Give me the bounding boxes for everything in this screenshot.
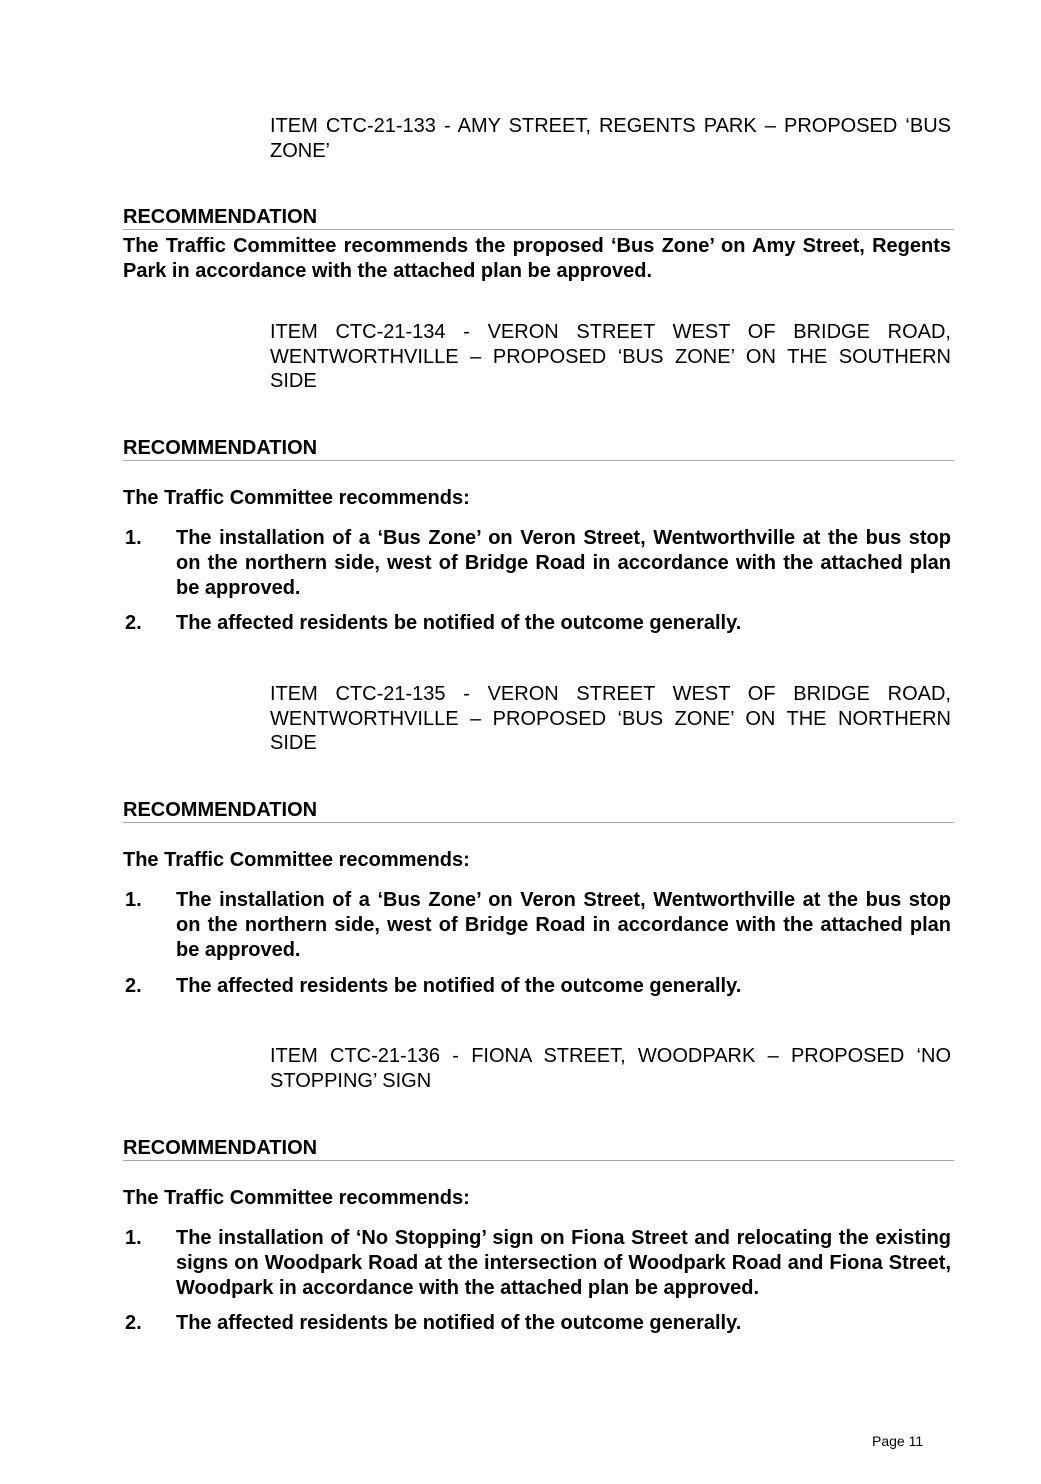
list-number: 1. [125, 889, 142, 911]
recommendation-heading: RECOMMENDATION [123, 205, 954, 230]
list-text: The affected residents be notified of the outcome generally. [176, 1312, 742, 1334]
recommendation-heading: RECOMMENDATION [123, 1136, 954, 1161]
item-title-ctc-21-134: ITEM CTC-21-134 - VERON STREET WEST OF BRIDGE ROAD, WENTWORTHVILLE – PROPOSED ‘BUS ZONE’ ON THE SOUTHERN SIDE [270, 321, 951, 392]
list-item [123, 974, 951, 999]
item-title-ctc-21-133: ITEM CTC-21-133 - AMY STREET, REGENTS PARK – PROPOSED ‘BUS ZONE’ [270, 115, 951, 162]
list-number: 1. [125, 527, 142, 549]
list-item [123, 1311, 951, 1336]
list-text: The installation of a ‘Bus Zone’ on Veron Street, Wentworthville at the bus stop on the northern side, west of Bridge Road in accordance with the attached plan be approved. [176, 527, 951, 599]
list-item [123, 611, 951, 636]
page-number: Page 11 [872, 1433, 924, 1449]
list-number: 1. [125, 1227, 142, 1249]
list-text: The affected residents be notified of the outcome generally. [176, 612, 742, 634]
list-number: 2. [125, 975, 142, 997]
item-title-ctc-21-135: ITEM CTC-21-135 - VERON STREET WEST OF BRIDGE ROAD, WENTWORTHVILLE – PROPOSED ‘BUS ZONE’ ON THE NORTHERN SIDE [270, 683, 951, 754]
list-item [123, 1226, 951, 1301]
recommendation-heading: RECOMMENDATION [123, 436, 954, 461]
recommendation-intro: The Traffic Committee recommends: [123, 487, 470, 509]
list-item [123, 526, 951, 601]
list-text: The affected residents be notified of the outcome generally. [176, 975, 742, 997]
list-item [123, 888, 951, 963]
item-title-ctc-21-136: ITEM CTC-21-136 - FIONA STREET, WOODPARK – PROPOSED ‘NO STOPPING’ SIGN [270, 1045, 951, 1092]
list-text: The installation of ‘No Stopping’ sign on Fiona Street and relocating the existing signs on Woodpark Road at the intersection of Woodpark Road and Fiona Street, Woodpark in accordance with the attached plan be approved. [176, 1227, 951, 1299]
recommendation-intro: The Traffic Committee recommends: [123, 1187, 470, 1209]
recommendation-heading: RECOMMENDATION [123, 798, 954, 823]
list-number: 2. [125, 612, 142, 634]
recommendation-intro: The Traffic Committee recommends: [123, 849, 470, 871]
recommendation-text: The Traffic Committee recommends the proposed ‘Bus Zone’ on Amy Street, Regents Park in accordance with the attached plan be approved. [123, 235, 951, 282]
list-text: The installation of a ‘Bus Zone’ on Veron Street, Wentworthville at the bus stop on the northern side, west of Bridge Road in accordance with the attached plan be approved. [176, 889, 951, 961]
list-number: 2. [125, 1312, 142, 1334]
